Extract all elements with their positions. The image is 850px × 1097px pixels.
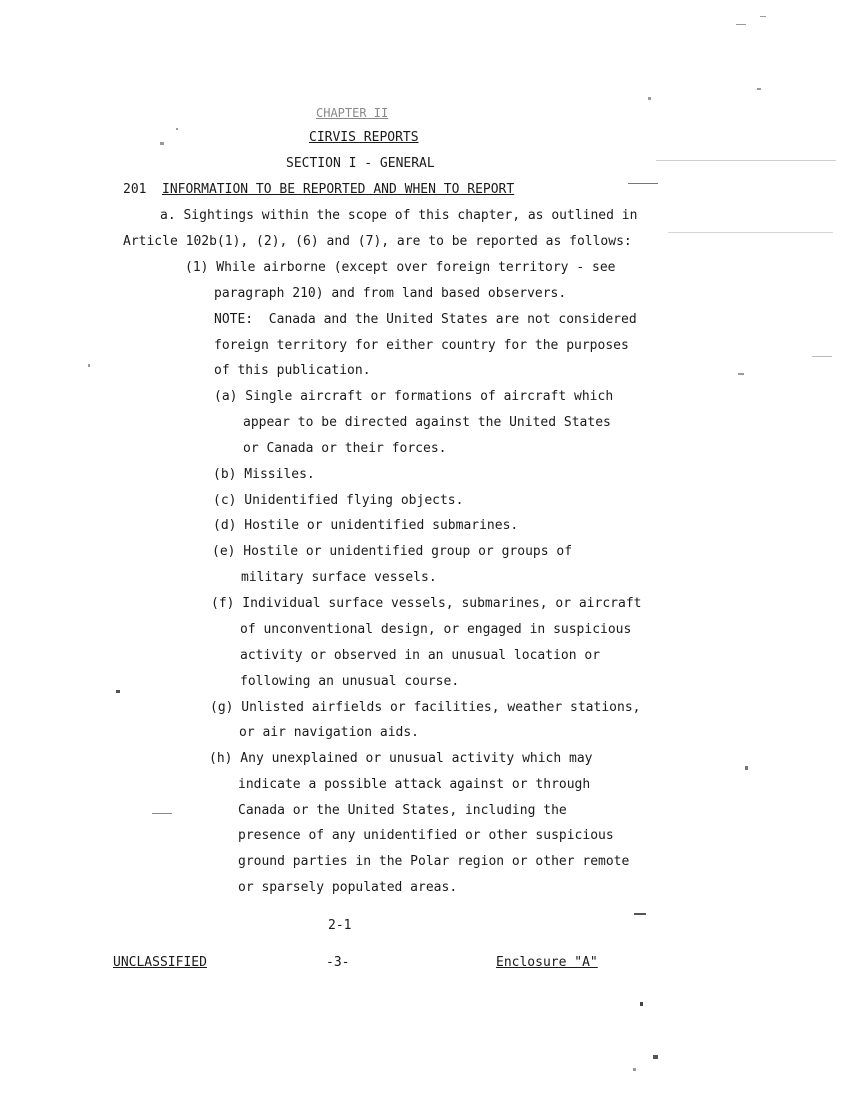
body-text-line: Article 102b(1), (2), (6) and (7), are to be reported as follows: (123, 234, 632, 249)
sub-item-continuation: or Canada or their forces. (243, 441, 447, 456)
sub-item-d: (d) Hostile or unidentified submarines. (213, 518, 519, 533)
sub-item-continuation: or air navigation aids. (239, 725, 420, 740)
classification-marking: UNCLASSIFIED (113, 955, 207, 970)
chapter-title: CIRVIS REPORTS (309, 130, 419, 145)
sub-item-continuation: of unconventional design, or engaged in suspicious (240, 622, 632, 637)
sub-item-b: (b) Missiles. (213, 467, 315, 482)
section-heading: SECTION I - GENERAL (286, 156, 435, 171)
paragraph-number: 201 (123, 182, 147, 197)
sub-item-continuation: indicate a possible attack against or through (238, 777, 591, 792)
list-item: (1) While airborne (except over foreign territory - see (185, 260, 616, 275)
sub-item-continuation: following an unusual course. (240, 674, 460, 689)
sub-item-c: (c) Unidentified flying objects. (213, 493, 464, 508)
enclosure-label: Enclosure "A" (496, 955, 598, 970)
note-text: foreign territory for either country for the purposes (214, 338, 629, 353)
sub-item-continuation: ground parties in the Polar region or other remote (238, 854, 630, 869)
page-number: 2-1 (328, 918, 352, 933)
sub-item-continuation: Canada or the United States, including the (238, 803, 567, 818)
sub-item-continuation: military surface vessels. (241, 570, 437, 585)
sub-item-continuation: appear to be directed against the United States (243, 415, 611, 430)
sub-item-continuation: presence of any unidentified or other suspicious (238, 828, 614, 843)
list-item-continuation: paragraph 210) and from land based observers. (214, 286, 567, 301)
body-text-line: a. Sightings within the scope of this chapter, as outlined in (160, 208, 638, 223)
sub-item-continuation: or sparsely populated areas. (238, 880, 458, 895)
sheet-number: -3- (326, 955, 350, 970)
note-text: of this publication. (214, 363, 371, 378)
paragraph-heading: INFORMATION TO BE REPORTED AND WHEN TO REPORT (162, 182, 515, 197)
sub-item-e: (e) Hostile or unidentified group or groups of (212, 544, 573, 559)
sub-item-continuation: activity or observed in an unusual location or (240, 648, 601, 663)
sub-item-g: (g) Unlisted airfields or facilities, weather stations, (210, 700, 641, 715)
sub-item-h: (h) Any unexplained or unusual activity which may (209, 751, 593, 766)
sub-item-a: (a) Single aircraft or formations of aircraft which (214, 389, 614, 404)
note-text: NOTE: Canada and the United States are not considered (214, 312, 637, 327)
sub-item-f: (f) Individual surface vessels, submarines, or aircraft (211, 596, 642, 611)
chapter-heading: CHAPTER II (316, 106, 389, 120)
